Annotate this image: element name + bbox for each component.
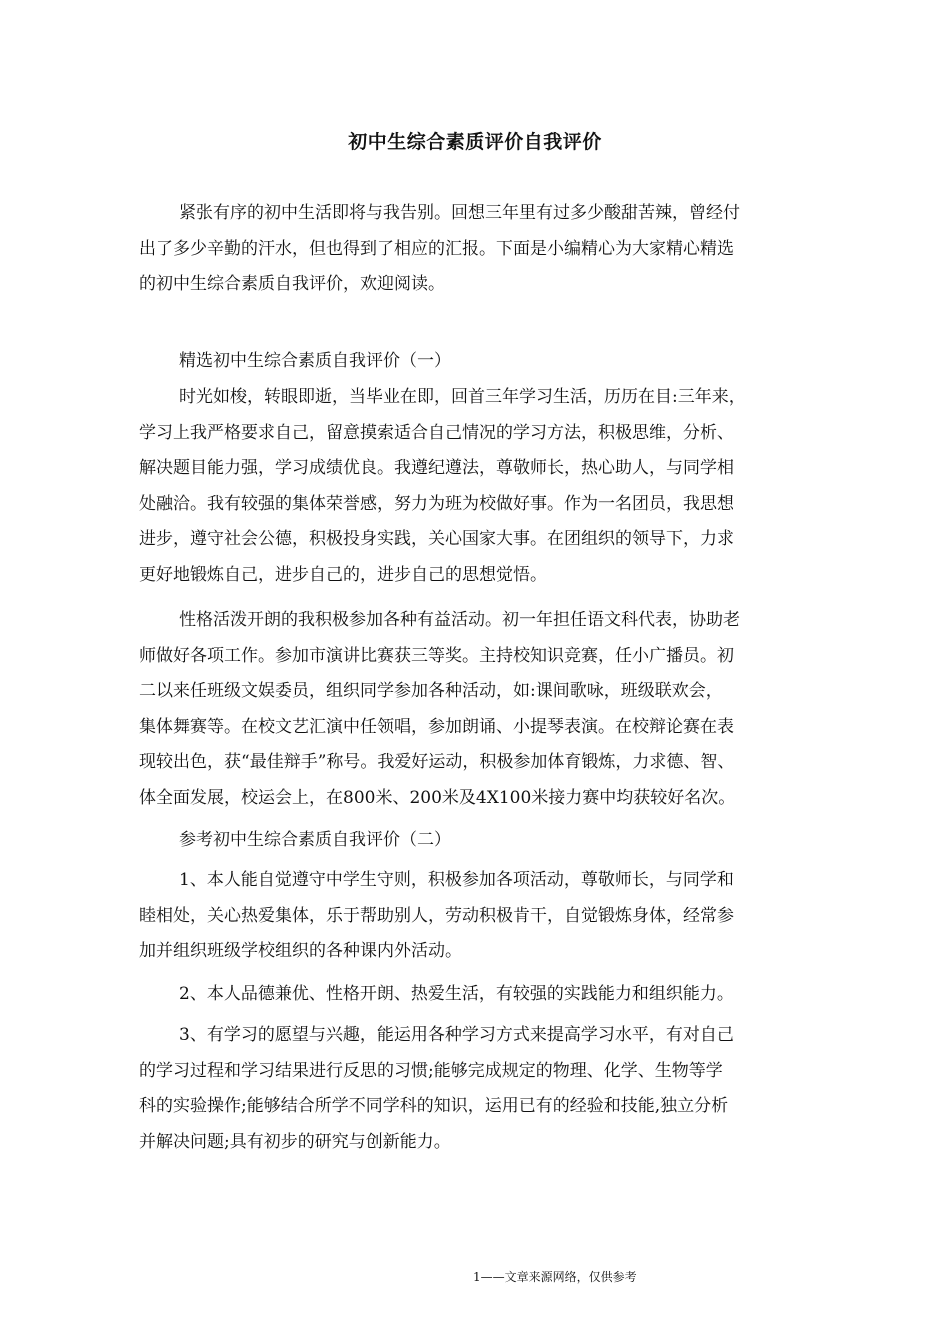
section1-heading-block (139, 344, 839, 380)
paragraph-line: 体全面发展，校运会上，在800米、200米及4X100米接力赛中均获较好名次。 (139, 787, 736, 808)
section1-paragraph-1 (139, 380, 839, 593)
page-footer: 1——文章来源网络，仅供参考 (473, 1270, 637, 1284)
paragraph-line: 1、本人能自觉遵守中学生守则，积极参加各项活动，尊敬师长，与同学和 (179, 870, 734, 890)
intro-line: 的初中生综合素质自我评价，欢迎阅读。 (139, 274, 445, 294)
paragraph-line: 加并组织班级学校组织的各种课内外活动。 (139, 941, 462, 961)
paragraph-line: 现较出色，获“最佳辩手”称号。我爱好运动，积极参加体育锻炼，力求德、智、 (139, 752, 735, 772)
paragraph-line: 3、有学习的愿望与兴趣，能运用各种学习方式来提高学习水平，有对自己 (179, 1025, 734, 1045)
paragraph-line: 进步，遵守社会公德，积极投身实践，关心国家大事。在团组织的领导下，力求 (139, 529, 734, 549)
paragraph-line: 师做好各项工作。参加市演讲比赛获三等奖。主持校知识竞赛，任小广播员。初 (139, 645, 734, 666)
intro-paragraph (139, 196, 839, 303)
section1-heading: 精选初中生综合素质自我评价（一） (179, 351, 451, 371)
document-title: 初中生综合素质评价自我评价 (348, 131, 602, 153)
section2-item-2 (139, 977, 839, 1013)
intro-line: 紧张有序的初中生活即将与我告别。回想三年里有过多少酸甜苦辣，曾经付 (179, 203, 740, 223)
section2-item-1 (139, 863, 839, 970)
paragraph-line: 睦相处，关心热爱集体，乐于帮助别人，劳动积极肯干，自觉锻炼身体，经常参 (139, 905, 734, 926)
paragraph-line: 并解决问题;具有初步的研究与创新能力。 (139, 1131, 451, 1152)
section2-heading: 参考初中生综合素质自我评价（二） (179, 830, 451, 850)
paragraph-line: 二以来任班级文娱委员，组织同学参加各种活动，如:课间歌咏，班级联欢会， (139, 681, 723, 701)
paragraph-line: 学习上我严格要求自己，留意摸索适合自己情况的学习方法，积极思维，分析、 (139, 422, 734, 443)
paragraph-line: 更好地锻炼自己，进步自己的，进步自己的思想觉悟。 (139, 564, 547, 585)
section2-item-3 (139, 1018, 839, 1160)
paragraph-line: 处融洽。我有较强的集体荣誉感，努力为班为校做好事。作为一名团员，我思想 (139, 493, 734, 514)
paragraph-line: 性格活泼开朗的我积极参加各种有益活动。初一年担任语文科代表，协助老 (179, 610, 740, 630)
paragraph-line: 时光如梭，转眼即逝，当毕业在即，回首三年学习生活，历历在目:三年来， (179, 387, 746, 407)
section2-heading-block (139, 823, 839, 859)
paragraph-line: 集体舞赛等。在校文艺汇演中任领唱，参加朗诵、小提琴表演。在校辩论赛在表 (139, 716, 734, 737)
paragraph-line: 的学习过程和学习结果进行反思的习惯;能够完成规定的物理、化学、生物等学 (139, 1060, 723, 1081)
paragraph-line: 科的实验操作;能够结合所学不同学科的知识，运用已有的经验和技能,独立分析 (139, 1096, 729, 1116)
paragraph-line: 解决题目能力强，学习成绩优良。我遵纪遵法，尊敬师长，热心助人，与同学相 (139, 458, 734, 478)
intro-line: 出了多少辛勤的汗水，但也得到了相应的汇报。下面是小编精心为大家精心精选 (139, 238, 734, 259)
paragraph-line: 2、本人品德兼优、性格开朗、热爱生活，有较强的实践能力和组织能力。 (179, 984, 734, 1004)
section1-paragraph-2 (139, 603, 839, 816)
